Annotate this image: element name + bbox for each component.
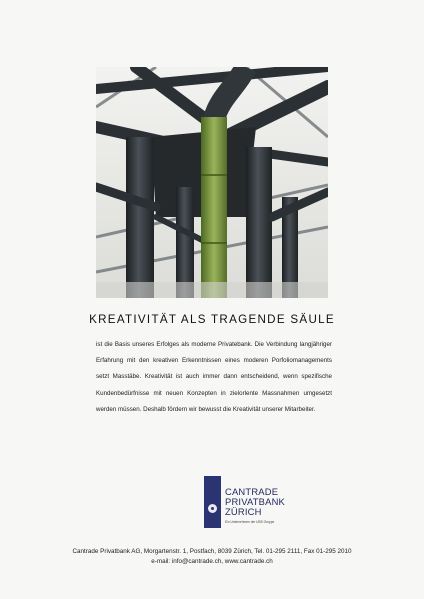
footer-contact: e-mail: info@cantrade.ch, www.cantrade.ch (151, 558, 273, 565)
brand-name (225, 487, 285, 517)
brand-line-2: PRIVATBANK (225, 496, 285, 507)
brand-line-1: CANTRADE (225, 486, 279, 497)
body-line: setzt Masstäbe. Kreativität ist auch immer dann entscheidend, wenn spezifische (96, 373, 332, 381)
cantrade-logo-emblem-icon (208, 504, 217, 513)
footer (0, 547, 424, 567)
body-text (96, 337, 332, 418)
photo-illustration (96, 67, 328, 298)
body-line: werden müssen. Deshalb fördern wir bewusst die Kreativität unserer Mitarbeiter. (96, 405, 316, 413)
body-line: Kundenbedürfnisse mit neuen Konzepten in zielorlente Massnahmen umgesetzt (96, 389, 332, 397)
footer-address: Cantrade Privatbank AG, Morgartenstr. 1, Postfach, 8039 Zürich, Tel. 01-295 2111, Fax 01-295 2010 (72, 548, 352, 555)
cantrade-logo-mark (204, 476, 221, 528)
body-line: Erfahrung mit den kreativen Erkenntnissen eines moderen Porfoliomanagements (96, 357, 332, 365)
brand-line-3: ZÜRICH (225, 506, 262, 517)
headline: KREATIVITÄT ALS TRAGENDE SÄULE (89, 313, 335, 326)
body-line: ist die Basis unseres Erfolges als moderne Privatebank. Die Verbindung langjähriger (96, 341, 332, 348)
photo-steel-structure-with-bamboo (96, 67, 328, 298)
brand-tagline: Ein Unternehmen der UBS Gruppe (225, 520, 275, 524)
